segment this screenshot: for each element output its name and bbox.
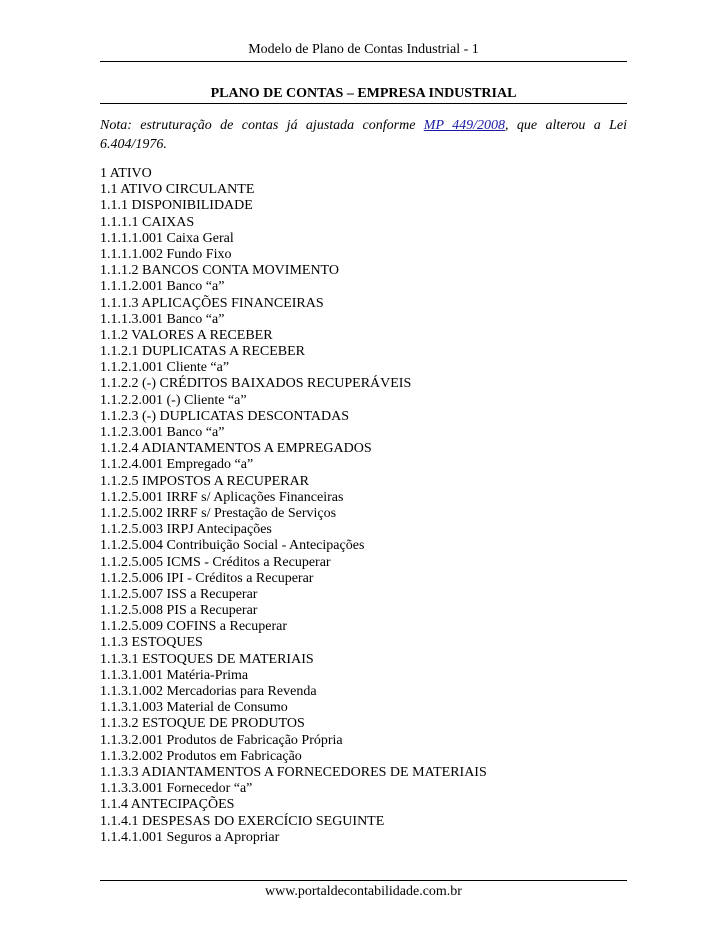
account-line: 1.1.2.4 ADIANTAMENTOS A EMPREGADOS	[100, 441, 372, 457]
account-line: 1.1.3.1.003 Material de Consumo	[100, 700, 288, 716]
note-suffix: , que alterou a Lei 6.404/1976.	[100, 118, 627, 152]
document-title: PLANO DE CONTAS – EMPRESA INDUSTRIAL	[210, 86, 517, 101]
account-line: 1.1.2 VALORES A RECEBER	[100, 327, 273, 343]
account-line: 1.1.2.5 IMPOSTOS A RECUPERAR	[100, 473, 310, 489]
account-line: 1.1.2.5.009 COFINS a Recuperar	[100, 619, 288, 635]
account-line: 1.1.2.5.002 IRRF s/ Prestação de Serviços	[100, 505, 337, 521]
account-line: 1.1.2.3 (-) DUPLICATAS DESCONTADAS	[100, 408, 349, 424]
title-rule	[100, 103, 627, 104]
account-line: 1.1.2.5.004 Contribuição Social - Antecipações	[100, 538, 365, 554]
account-line: 1.1.3.3 ADIANTAMENTOS A FORNECEDORES DE MATERIAIS	[100, 764, 487, 780]
footer-website: www.portaldecontabilidade.com.br	[265, 884, 462, 899]
account-line: 1.1.2.5.006 IPI - Créditos a Recuperar	[100, 570, 314, 586]
account-line: 1.1 ATIVO CIRCULANTE	[100, 182, 255, 198]
account-line: 1.1.3.2 ESTOQUE DE PRODUTOS	[100, 716, 305, 732]
account-line: 1.1.2.5.007 ISS a Recuperar	[100, 586, 258, 602]
account-line: 1.1.2.5.003 IRPJ Antecipações	[100, 522, 272, 538]
account-line: 1.1.3.1 ESTOQUES DE MATERIAIS	[100, 651, 314, 667]
account-line: 1.1.1.1.002 Fundo Fixo	[100, 246, 232, 262]
header-rule	[100, 61, 627, 62]
account-line: 1.1.1.2 BANCOS CONTA MOVIMENTO	[100, 263, 339, 279]
account-line: 1.1.1.1 CAIXAS	[100, 214, 195, 230]
account-line: 1.1.2.5.001 IRRF s/ Aplicações Financeiras	[100, 489, 344, 505]
account-line: 1.1.3.2.001 Produtos de Fabricação Própria	[100, 732, 343, 748]
account-line: 1 ATIVO	[100, 166, 152, 181]
account-line: 1.1.4.1.001 Seguros a Apropriar	[100, 829, 280, 845]
legal-note	[100, 116, 627, 154]
account-line: 1.1.4.1 DESPESAS DO EXERCÍCIO SEGUINTE	[100, 813, 385, 829]
account-line: 1.1.3 ESTOQUES	[100, 635, 203, 651]
account-line: 1.1.3.1.001 Matéria-Prima	[100, 667, 249, 683]
account-line: 1.1.4 ANTECIPAÇÕES	[100, 797, 235, 813]
mp-449-2008-link[interactable]: MP 449/2008	[423, 118, 505, 133]
chart-of-accounts-list	[100, 166, 627, 846]
account-line: 1.1.3.2.002 Produtos em Fabricação	[100, 748, 302, 764]
account-line: 1.1.2.1 DUPLICATAS A RECEBER	[100, 344, 306, 360]
account-line: 1.1.3.1.002 Mercadorias para Revenda	[100, 684, 317, 699]
account-line: 1.1.1.2.001 Banco “a”	[100, 279, 225, 295]
footer-rule	[100, 880, 627, 881]
account-line: 1.1.2.2 (-) CRÉDITOS BAIXADOS RECUPERÁVEIS	[100, 376, 412, 392]
account-line: 1.1.1.1.001 Caixa Geral	[100, 230, 234, 246]
account-line: 1.1.2.5.005 ICMS - Créditos a Recuperar	[100, 554, 331, 570]
account-line: 1.1.2.1.001 Cliente “a”	[100, 360, 230, 376]
account-line: 1.1.1.3.001 Banco “a”	[100, 311, 225, 327]
running-header: Modelo de Plano de Contas Industrial - 1	[248, 42, 479, 57]
note-prefix: Nota: estruturação de contas já ajustada conforme	[100, 118, 424, 133]
account-line: 1.1.2.2.001 (-) Cliente “a”	[100, 392, 247, 408]
account-line: 1.1.1 DISPONIBILIDADE	[100, 198, 253, 214]
account-line: 1.1.2.5.008 PIS a Recuperar	[100, 603, 258, 619]
account-line: 1.1.3.3.001 Fornecedor “a”	[100, 781, 253, 797]
account-line: 1.1.1.3 APLICAÇÕES FINANCEIRAS	[100, 295, 324, 311]
account-line: 1.1.2.4.001 Empregado “a”	[100, 457, 254, 473]
account-line: 1.1.2.3.001 Banco “a”	[100, 425, 225, 440]
